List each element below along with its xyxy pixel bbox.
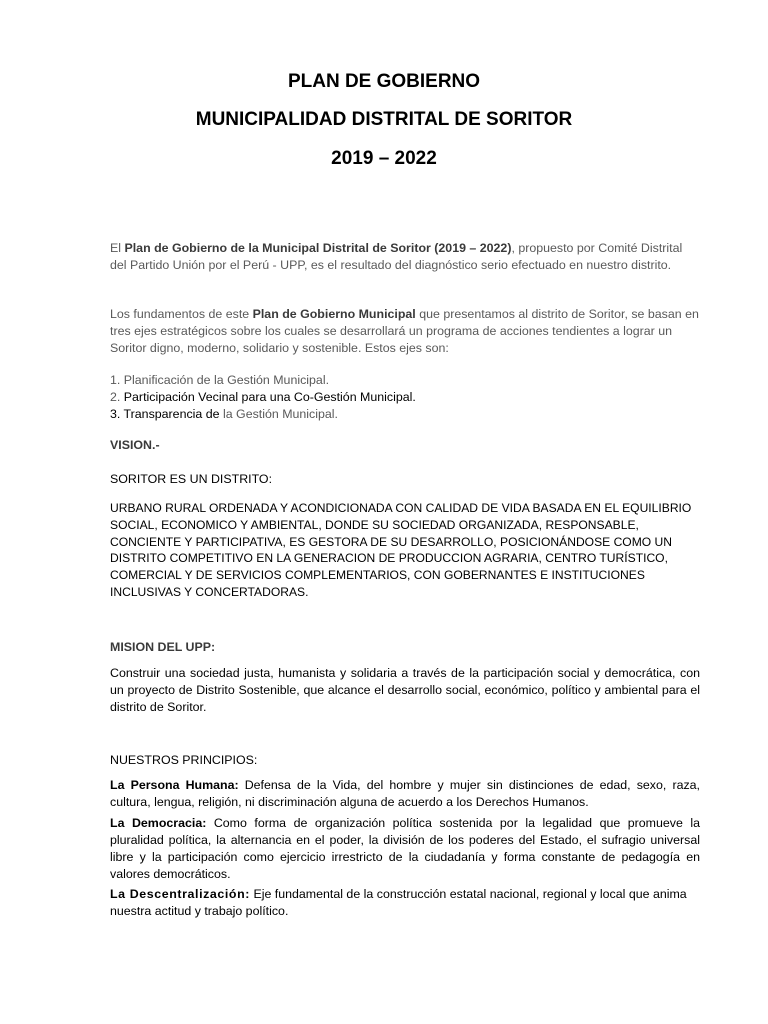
eje-item-3 (110, 406, 700, 423)
principle-term: La Persona Humana: (110, 778, 239, 792)
ejes-list (110, 372, 700, 423)
eje-item-3-number: 3. Transparencia de (110, 407, 223, 421)
principle-text: Como forma de organización política sostenida por la legalidad que promueve la pluralidad política, la alternancia en el poder, la división de los poderes del Estado, el sufragio universal libre y la participación como ejercicio irrestricto de la ciudadanía y forma constante de pedagogía en valores democráticos. (110, 816, 700, 881)
vision-text: URBANO RURAL ORDENADA Y ACONDICIONADA CON CALIDAD DE VIDA BASADA EN EL EQUILIBRIO SOCIAL, ECONOMICO Y AMBIENTAL, DONDE SU SOCIEDAD ORGANIZADA, RESPONSABLE, CONCIENTE Y PARTICIPATIVA, ES GESTORA DE SU DESARROLLO, POSICIONÁNDOSE COMO UN DISTRITO COMPETITIVO EN LA GENERACION DE PRODUCCION AGRARIA, CENTRO TURÍSTICO, COMERCIAL Y DE SERVICIOS COMPLEMENTARIOS, CON GOBERNANTES E INSTITUCIONES INCLUSIVAS Y CONCERTADORAS. (110, 501, 692, 599)
eje-item-3-text: la Gestión Municipal. (222, 407, 338, 421)
vision-subheading: SORITOR ES UN DISTRITO: (110, 472, 273, 486)
mision-text: Construir una sociedad justa, humanista y solidaria a través de la participación social y democrática, con un proyecto de Distrito Sostenible, que alcance el desarrollo social, económico, político y ambiental para el distrito de Soritor. (110, 666, 700, 714)
eje-item-2 (110, 389, 700, 406)
document-period: 2019 – 2022 (331, 148, 437, 169)
eje-item-2-text: Participación Vecinal para una Co-Gestión Municipal. (123, 390, 416, 404)
principle-text: Defensa de la Vida, del hombre y mujer sin distinciones de edad, sexo, raza, cultura, lengua, religión, ni discriminación alguna de acuerdo a los Derechos Humanos. (110, 778, 700, 809)
principle-item (110, 815, 700, 883)
intro-paragraph (110, 240, 700, 274)
principle-term: La Descentralización: (110, 887, 250, 901)
eje-item-1: 1. Planificación de la Gestión Municipal. (110, 373, 330, 387)
vision-heading-text: VISION.- (110, 438, 160, 452)
intro-prefix: El (110, 241, 125, 255)
principle-item (110, 777, 700, 811)
mision-heading (110, 639, 700, 656)
eje-item-2-number: 2. (110, 390, 124, 404)
document-subtitle: MUNICIPALIDAD DISTRITAL DE SORITOR (195, 109, 573, 130)
principios-heading: NUESTROS PRINCIPIOS: (110, 753, 258, 767)
fundamentos-bold: Plan de Gobierno Municipal (252, 307, 416, 321)
fundamentos-paragraph (110, 306, 700, 357)
principle-term: La Democracia: (110, 816, 207, 830)
fundamentos-rest: que presentamos al distrito de Soritor, se basan en tres ejes estratégicos sobre los cuales se desarrollará un programa de acciones tendientes a lograr un Soritor digno, moderno, solidario y sostenible. Estos ejes son: (110, 307, 699, 355)
vision-heading (110, 437, 700, 454)
mision-heading-text: MISION DEL UPP: (110, 640, 216, 654)
document-title: PLAN DE GOBIERNO (287, 71, 481, 92)
intro-bold: Plan de Gobierno de la Municipal Distrital de Soritor (2019 – 2022) (124, 241, 512, 255)
principle-item (110, 886, 700, 920)
intro-rest: , propuesto por Comité Distrital del Partido Unión por el Perú - UPP, es el resultado del diagnóstico serio efectuado en nuestro distrito. (110, 241, 683, 272)
fundamentos-prefix: Los fundamentos de este (110, 307, 253, 321)
principle-text: Eje fundamental de la construcción estatal nacional, regional y local que anima nuestra actitud y trabajo político. (110, 887, 687, 918)
